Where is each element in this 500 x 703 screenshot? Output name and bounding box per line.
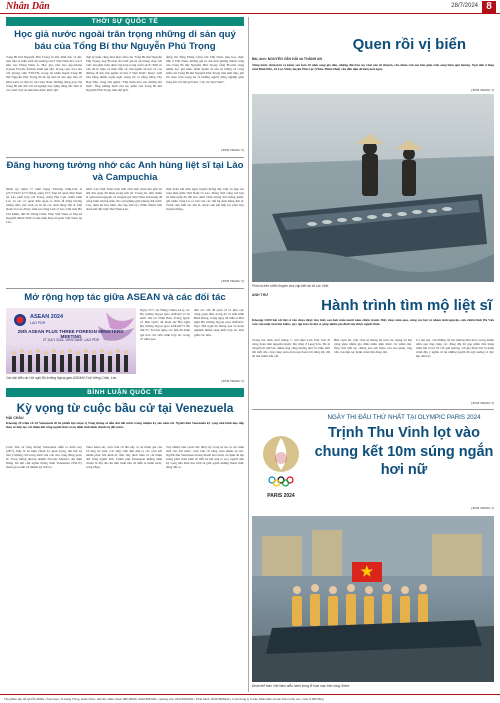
divider	[6, 157, 244, 158]
article-title[interactable]: Hành trình tìm mộ liệt sĩ	[321, 297, 492, 314]
olympic-parade-photo	[252, 516, 494, 682]
fishing-boat-photo	[252, 94, 494, 282]
asean-meeting-photo	[6, 308, 136, 374]
article-body-col: Trong hai tuần cuối tháng 7, trời mưa Lăn Văn Sơn đi cùng đoàn tình nguyện ngược lên rừng ở Lạng Sơn. Đó là chuyến đi thứ bao nhiêu ông cũng không nhớ rõ. Đến mỗi đồi mỗi dốc, ông cùng anh em trong đoàn bới từng lớp đất để tìm kiếm dấu vết.	[252, 338, 330, 359]
article-title[interactable]: Trịnh Thu Vinh lọt vào chung kết 10m súng ngắn hơi nữ	[314, 425, 494, 478]
fishing-scene-graphic	[252, 94, 494, 282]
article-body-col: mặt lý luận cũng như thực tiễn của Tổng Bí thư Nguyễn Phú Trọng, ông Florida cho biết giá trị của hàng chục bài viết, bài phát biểu được tập hợp trong cuốn sách "Một số vấn đề lý luận và thực tiễn về chủ nghĩa xã hội và con đường đi lên chủ nghĩa xã hội ở Việt Nam" thuộc xuất bản bằng nhiều ngôn ngữ, trong đó có bằng tiếng Tây Ban Nha, cùng chủ nghĩa "Việt Nam hòa vào đường đổi mới". Ông khẳng định cần tạo phần của Tổng Bí thư Nguyễn Phú Trọng trên thế giới.	[86, 55, 162, 92]
continue-note: (XEM TRANG 5)	[471, 506, 494, 510]
article-body-col: nước Lào-Việt Nam luôn thắt chặt tình đoàn kết gắn bó đời đời, giúp đỡ nhau trong lịch sử. Trong đó, tấm chiến sĩ quân tình nguyện và chuyên gia Việt Nam anh hùng đã cống hiến xương máu cho sự nghiệp giải phóng đất nước Lào, đem lại hòa bình, độc lập dân tộc, thắm đượm tình đoàn kết đặc biệt Việt Nam-Lào.	[86, 187, 162, 212]
newspaper-footer: Tổng Biên tập LÊ QUỐC MINH • Tòa soạn: 71 Hàng Trống, Hoàn Kiếm, Hà Nội • Điện thoại: 080.48049, 0243.8254231 • Quảng cáo: 0243.8253321 • Phát hành: 0243.8269342 • In tại Công ty In báo Nhân Dân và các nhà in khu vực • Giá: 5.000 đồng	[0, 694, 500, 703]
paris-2024-logo	[252, 412, 310, 514]
issue-date: 28/7/2024	[451, 3, 478, 9]
article-body-col: Tuy nhiên, bên cạnh việc được kỳ vọng sẽ tạo ra cục diện mới cho đất nước, cuộc bầu cử cũng chịu nhiều áp lực. Người dân Venezuela mong muốn hòa bình, ổn định để tập trung phát triển kinh tế. Bất kể kết quả ra sao, người dân kỳ vọng nhà lãnh đạo mới sẽ giải quyết những thách thức đang đặt ra.	[166, 445, 244, 470]
photo-caption: Các đại biểu dự Hội nghị Bộ trưởng Ngoại giao ASEAN+3 tại Viêng Chăn, Lào.	[6, 376, 118, 380]
boat-parade-graphic	[252, 516, 494, 682]
article-title[interactable]: Học giả nước ngoài trân trọng những di sản quý báu của Tổng Bí thư Nguyễn Phú Trọng	[14, 29, 236, 52]
continue-note: (XEM TRANG 5)	[471, 88, 494, 92]
byline: Bài, ảnh: NGUYỄN VĂN HẢI và THÀNH AN	[252, 57, 323, 61]
divider	[6, 288, 244, 289]
article-body-col: Ngày 27/7, tại Viêng Chăn (Lào), các Bộ trưởng Ngoại giao ASEAN và ba nước đối tác Nhật Bản, Trung Quốc và Hàn Quốc đã tham dự Hội nghị Bộ trưởng Ngoại giao ASEAN+3 lần thứ 25. Tại hội nghị, các bên đã đánh giá tích cực tiến trình hợp tác trong 27 năm qua.	[140, 308, 190, 341]
continue-note: (XEM TRANG 5)	[221, 379, 244, 383]
continue-note: (XEM TRANG 5)	[221, 279, 244, 283]
banner-line: 25th ASEAN PLUS THREE FOREIGN MINISTERS' MEETING	[17, 329, 125, 339]
article-lead: Từng bước chân bơn ra khơi, sau hơn 10 năm sóng gió dấu, những đôi bàn tay chai sần từ thuyền, cho thêm vân mà làm giàu trên sóng biển quê hương. Ngư dân ở làng chài Bình Đức, xã Lộc Vĩnh, huyện Phú Lộc (Thừa Thiên Huế) vẫn đều đặn đi biển mỗi ngày.	[252, 63, 494, 72]
continue-note: (XEM TRANG 5)	[471, 401, 494, 405]
continue-note: (XEM TRANG 5)	[221, 148, 244, 152]
divider	[252, 409, 494, 410]
article-lead: Khoảng 3.000 hài cốt liệt sĩ vẫn chưa được tìm thấy sau hơn năm mươi năm chiến tranh. Mấy chục năm qua, cùng các hội và nhóm tình nguyện, cựu chiến binh Hà Văn Sơn vẫn miệt mài tìm kiếm, quy tập hài cốt liệt sĩ, giúp nhiều gia đình tìm được người thân.	[252, 318, 494, 327]
masthead	[0, 0, 500, 14]
article-title[interactable]: Mở rộng hợp tác giữa ASEAN và các đối tác	[24, 292, 226, 303]
olympic-section	[252, 412, 494, 514]
newspaper-logo: Nhân Dân	[6, 1, 50, 12]
article-body-col: đồng chí đồng Đảng Cộng sản Việt Nam, phụ họa, thực tiễn ở Việt Nam, những giá trị đổi mới những thành công của Tổng Bí thư Nguyễn Phú Trọng. Ông Florida cùng nhiều học giả khác nhấn mạnh di sản tư tưởng và cống hiến của Tổng Bí thư Nguyễn Phú Trọng trên mặt trận, gửi lời chào trân trọng kể cả những người đồng nghiệp giàu lòng đất với thế giới hào "cây tre Việt Nam".	[166, 55, 244, 84]
olympic-flame-icon	[261, 428, 301, 492]
article-lead: Khoảng 20 triệu cử tri Venezuela đi bỏ phiếu lựa chọn vị Tổng thống sẽ dẫn dắt đất nước trong nhiệm kỳ sáu năm tới. Người dân Venezuela kỳ vọng nhà lãnh đạo tiếp theo sẽ tiếp tục cải thiện đời sống người dân và ổn định tình hình chính trị đất nước.	[6, 421, 244, 430]
article-title[interactable]: Quen rồi vị biển	[352, 36, 466, 53]
article-body-col: Có thể nói, với những nỗ lực không mệt mỏi, trong nhiều năm qua ông cùng các đồng đội đã góp phần đưa hàng trăm liệt sĩ trở về với quê hương, với gia đình. Đó là hành trình đầy ý nghĩa tri ân những người đã ngã xuống vì độc lập dân tộc.	[416, 338, 494, 359]
byline: HẢI CHÂU	[6, 416, 24, 420]
byline: ANH THƯ	[252, 293, 269, 297]
article-body-col: Bên cạnh đó, việc chia sẻ thông tin trên các mạng xã hội cũng giúp nhiều gia đình nhận diện được các phần mộ. Ông Sơn tâm sự, chừng nào sức khỏe còn cho phép, ông vẫn còn tiếp tục hành trình tìm đồng đội.	[334, 338, 412, 355]
column-divider	[248, 17, 249, 692]
article-body-col: Nhân kỷ niệm 77 năm Ngày Thương binh-Liệt sĩ (27/7/1947-27/7/2024), sáng 27/7, Đại sứ quán Việt Nam tại Lào phối hợp với Trung ương Hội Cựu chiến binh Lào và các cơ quan liên quan tổ chức lễ dâng hương tưởng nhớ, tôn vinh và tri ân các Anh hùng liệt sĩ Việt Nam và Lào đã hy sinh tại Lăng Liệt sĩ Lào Chủ tịch Hồ Chí Minh, thủ đô Viêng Chăn. Phía Việt Nam có Đại sứ Nguyễn Minh Tâm và đại diện Đại sứ quán Việt Nam tại Lào.	[6, 187, 82, 224]
article-body-col: Tổng Bí thư Nguyễn Phú Trọng là nhà lãnh đạo vĩ đại, một nhà lý luận xuất sắc không chỉ ở Việt Nam mà còn ở khu vực Đông Nam Á. Học giả, nhà báo Agoritsme Gasten Florida Kribbs đánh giá vậy. Trong cuộc trao đổi với phóng viên TTXVN, trong đó nhấn mạnh Tổng Bí thư Nguyễn Phú Trọng đã để lại một di sản quý báu về phát triển và tiến bộ của Việt Nam. Những đóng góp của Tổng Bí thư đối với sự nghiệp xây dựng đảng đặc biệt là các nước này sẽ mãi mãi được khắc ghi.	[6, 55, 82, 92]
photo-caption: Phơi cá trên chiếc thuyền vừa cập bến tại xã Lộc Vĩnh.	[252, 284, 330, 288]
section-band-commentary: BÌNH LUẬN QUỐC TẾ	[6, 388, 244, 397]
banner-line: 27 JULY 2024, VIENTIANE, LAO PDR	[42, 338, 100, 342]
page-number: 8	[482, 1, 496, 13]
article-body-col: đến các vấn đề quốc tế và khu vực cùng quan tâm, trong đó có tình hình Biển Đông. Cùng ngày đã diễn ra Hội nghị Bộ trưởng Ngoại giao ASEAN-Nga. Hội nghị đã thông qua và hoan nghênh nhiều sáng kiến hợp tác mới giữa các bên.	[194, 308, 244, 337]
banner-line: LAO PDR	[30, 321, 46, 325]
article-body-col: thời đoàn kết hữu nghị truyền thống đặc biệt và hợp tác toàn diện giữa Việt Nam và Lào. Đồng thời cùng với bạn bè hữu nghị đã đặt hoa dưới chân tượng đài tưởng niệm, ghi nhận công lao to lớn của các thế hệ Anh hùng liệt sĩ. Trước anh linh các liệt sĩ, đoàn cam kết tiếp tục phát huy truyền thống.	[166, 187, 244, 212]
photo-caption: Đoàn thể thao Việt Nam diễu hành trong lễ khai mạc trên sông Seine.	[252, 684, 351, 688]
banner-line: ASEAN 2024	[30, 314, 64, 320]
article-kicker: NGÀY THI ĐẤU THỨ NHẤT TẠI OLYMPIC PARIS 2024	[327, 414, 481, 421]
article-title[interactable]: Kỳ vọng từ cuộc bầu cử tại Venezuela	[16, 401, 234, 415]
article-body-col: Theo khảo sát, cuộc bầu cử lần này có sự tham gia của 10 ứng cử viên. Các ứng viên đều đưa ra các cam kết nhằm phục hồi kinh tế, thúc đẩy phát triển và cải thiện đời sống người dân. Chính phủ Venezuela khẳng định chuẩn bị đầy đủ cho tiến trình bầu cử diễn ra minh bạch, công bằng.	[86, 445, 162, 470]
article-title[interactable]: Đăng hương tưởng nhớ các Anh hùng liệt sĩ tại Lào và Campuchia	[6, 160, 244, 183]
paris-2024-label: PARIS 2024	[267, 492, 295, 499]
section-band-international: THỜI SỰ QUỐC TẾ	[6, 17, 244, 26]
article-body-col: Cuộc bầu cử tổng thống Venezuela diễn ra hôm nay (28/7). Đây là sự kiện chính trị quan trọng, thu hút sự chú ý không chỉ trong nước mà còn của cộng đồng quốc tế. Tổng thống đương nhiệm Nicolas Maduro đại diện Đảng Xã hội chủ nghĩa thống nhất Venezuela (PSUV) tham gia tranh cử nhiệm kỳ thứ ba.	[6, 445, 82, 470]
